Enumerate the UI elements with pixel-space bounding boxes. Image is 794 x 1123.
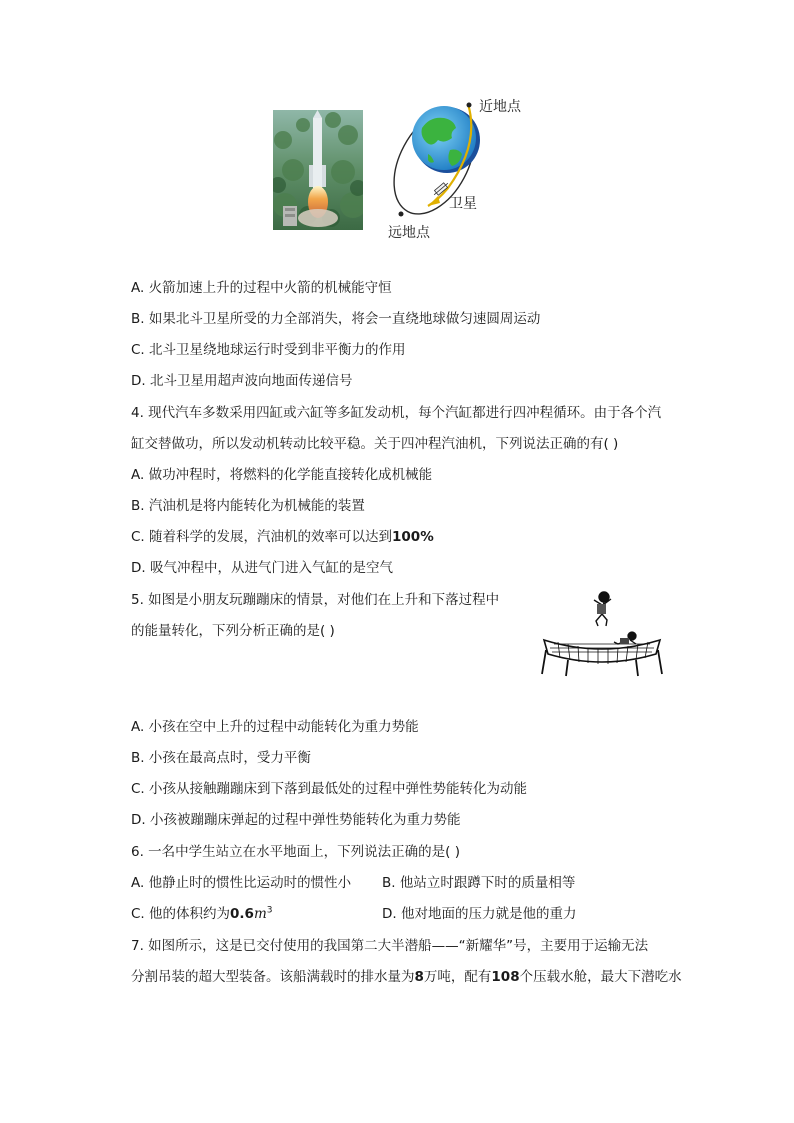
q4-stem-line2: 缸交替做功，所以发动机转动比较平稳。关于四冲程汽油机，下列说法正确的有( ) [131,436,619,452]
q3-option-c: C. 北斗卫星绕地球运行时受到非平衡力的作用 [131,342,406,358]
q6-option-c [131,905,272,923]
q5-stem-line2: 的能量转化，下列分析正确的是( ) [131,623,335,639]
q5-option-b: B. 小孩在最高点时，受力平衡 [131,750,311,766]
q7-line2-part2: 万吨，配有 [423,969,492,985]
q7-tank-count: 108 [491,969,520,985]
q4-option-c [131,528,434,546]
q7-line2-part3: 个压载水舱，最大下潜吃水 [519,969,682,985]
q4-option-a: A. 做功冲程时，将燃料的化学能直接转化成机械能 [131,467,433,483]
label-apogee: 远地点 [388,225,430,241]
q3-option-a: A. 火箭加速上升的过程中火箭的机械能守恒 [131,280,392,296]
q6-stem: 6. 一名中学生站立在水平地面上，下列说法正确的是( ) [131,844,460,860]
q4-stem-line1: 4. 现代汽车多数采用四缸或六缸等多缸发动机，每个汽缸都进行四冲程循环。由于各个汽 [131,405,662,421]
q3-option-b: B. 如果北斗卫星所受的力全部消失，将会一直绕地球做匀速圆周运动 [131,311,541,327]
q4-option-c-text: C. 随着科学的发展，汽油机的效率可以达到 [131,529,393,545]
q6-option-c-text: C. 他的体积约为 [131,906,231,922]
q7-stem-line1: 7. 如图所示，这是已交付使用的我国第二大半潜船——“新耀华”号，主要用于运输无法 [131,938,649,954]
trampoline-figure [538,588,666,680]
q6-option-c-value: 0.6 [230,906,254,922]
rocket-launch-photo [273,110,363,230]
q6-option-c-exponent: 3 [266,905,273,916]
q3-option-d: D. 北斗卫星用超声波向地面传递信号 [131,373,353,389]
q6-option-b: B. 他站立时跟蹲下时的质量相等 [382,875,576,891]
label-satellite: 卫星 [449,196,477,212]
q7-displacement-value: 8 [414,969,424,985]
q4-option-b: B. 汽油机是将内能转化为机械能的装置 [131,498,365,514]
q7-line2-part1: 分割吊装的超大型装备。该船满载时的排水量为 [131,969,415,985]
q4-option-d: D. 吸气冲程中，从进气门进入气缸的是空气 [131,560,393,576]
label-perigee: 近地点 [479,99,521,115]
q5-stem-line1: 5. 如图是小朋友玩蹦蹦床的情景，对他们在上升和下落过程中 [131,592,500,608]
q5-option-d: D. 小孩被蹦蹦床弹起的过程中弹性势能转化为重力势能 [131,812,461,828]
q5-option-a: A. 小孩在空中上升的过程中动能转化为重力势能 [131,719,419,735]
q6-option-a: A. 他静止时的惯性比运动时的惯性小 [131,875,352,891]
q5-option-c: C. 小孩从接触蹦蹦床到下落到最低处的过程中弹性势能转化为动能 [131,781,528,797]
q6-option-d: D. 他对地面的压力就是他的重力 [382,906,577,922]
q6-option-c-unit: m [253,906,267,922]
q7-stem-line2 [131,968,682,986]
q4-option-c-value: 100% [392,529,434,545]
